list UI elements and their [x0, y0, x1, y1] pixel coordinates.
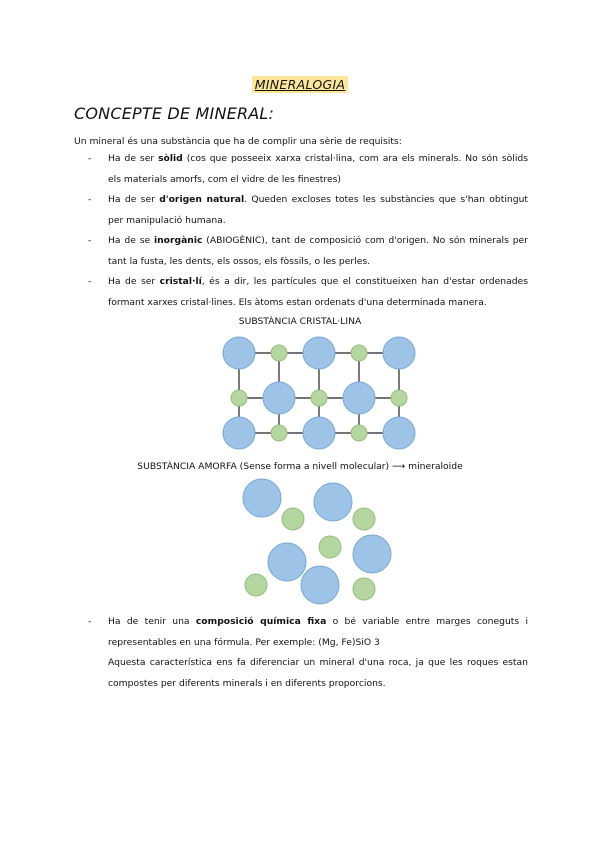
- large-particle: [223, 417, 255, 449]
- large-particle: [343, 382, 375, 414]
- small-particle: [271, 425, 287, 441]
- small-particle: [391, 390, 407, 406]
- large-particle: [263, 382, 295, 414]
- large-particle: [383, 417, 415, 449]
- large-particle: [353, 535, 391, 573]
- small-particle: [353, 508, 375, 530]
- amorphous-substance: [243, 479, 391, 604]
- amorph-caption: SUBSTÀNCIA AMORFA (Sense forma a nivell molecular) ⟶ mineraloide: [137, 461, 463, 472]
- requirement-composition-note: [74, 653, 528, 694]
- req-bold: cristal·lí: [159, 276, 202, 287]
- small-particle: [351, 345, 367, 361]
- small-particle: [311, 390, 327, 406]
- req-text-post: o bé variable entre marges coneguts i representables en una fórmula. Per exemple: (Mg, Fe)SiO 3: [108, 616, 528, 648]
- small-particle: [271, 345, 287, 361]
- small-particle: [319, 536, 341, 558]
- requirements-list-2: [74, 612, 528, 694]
- section-heading: CONCEPTE DE MINERAL:: [74, 104, 275, 123]
- small-particle: [245, 574, 267, 596]
- req-bold: inorgànic: [153, 235, 203, 246]
- req-bold: sòlid: [158, 153, 183, 164]
- large-particle: [243, 479, 281, 517]
- req-text-pre: Ha de ser: [108, 194, 160, 205]
- small-particle: [282, 508, 304, 530]
- req-bold: d'origen natural: [159, 194, 245, 205]
- req-text-pre: Ha de ser: [108, 153, 159, 164]
- large-particle: [223, 337, 255, 369]
- large-particle: [268, 543, 306, 581]
- list-dash: -: [88, 276, 92, 287]
- large-particle: [303, 417, 335, 449]
- list-dash: -: [88, 194, 92, 205]
- small-particle: [351, 425, 367, 441]
- large-particle: [383, 337, 415, 369]
- req-text-pre: Ha de se: [108, 235, 154, 246]
- large-particle: [303, 337, 335, 369]
- large-particle: [301, 566, 339, 604]
- req-note-text: Aquesta característica ens fa diferenciar un mineral d'una roca, ja que les roques estan compostes per diferents minerals i en diferents proporcions.: [108, 657, 528, 689]
- small-particle: [231, 390, 247, 406]
- crystal-caption: SUBSTÀNCIA CRISTAL·LINA: [238, 316, 362, 327]
- small-particle: [353, 578, 375, 600]
- list-dash: -: [88, 153, 92, 164]
- list-dash: -: [88, 616, 92, 627]
- req-text-post: , és a dir, les partícules que el constitueixen han d'estar ordenades formant xarxes cristal·lines. Els àtoms estan ordenats d'una determinada manera.: [108, 276, 528, 308]
- req-text-pre: Ha de tenir una: [108, 616, 196, 627]
- req-text-post: . Queden excloses totes les substàncies que s'han obtingut per manipulació humana.: [108, 194, 528, 226]
- crystal-lattice: [223, 337, 415, 449]
- req-text-pre: Ha de ser: [108, 276, 160, 287]
- req-bold: composició química fixa: [195, 616, 327, 627]
- list-dash: -: [88, 235, 92, 246]
- requirement-composition: [74, 612, 528, 653]
- req-text-post: (cos que posseeix xarxa cristal·lina, com ara els minerals. No són sòlids els materials amorfs, com el vidre de les finestres): [108, 153, 528, 185]
- req-text-post: (ABIOGÈNIC), tant de composició com d'origen. No són minerals per tant la fusta, les dents, els ossos, els fòssils, o les perles.: [108, 235, 528, 267]
- large-particle: [314, 483, 352, 521]
- page-title: MINERALOGIA: [252, 76, 349, 93]
- intro-text: Un mineral és una substància que ha de complir una sèrie de requisits:: [74, 136, 402, 147]
